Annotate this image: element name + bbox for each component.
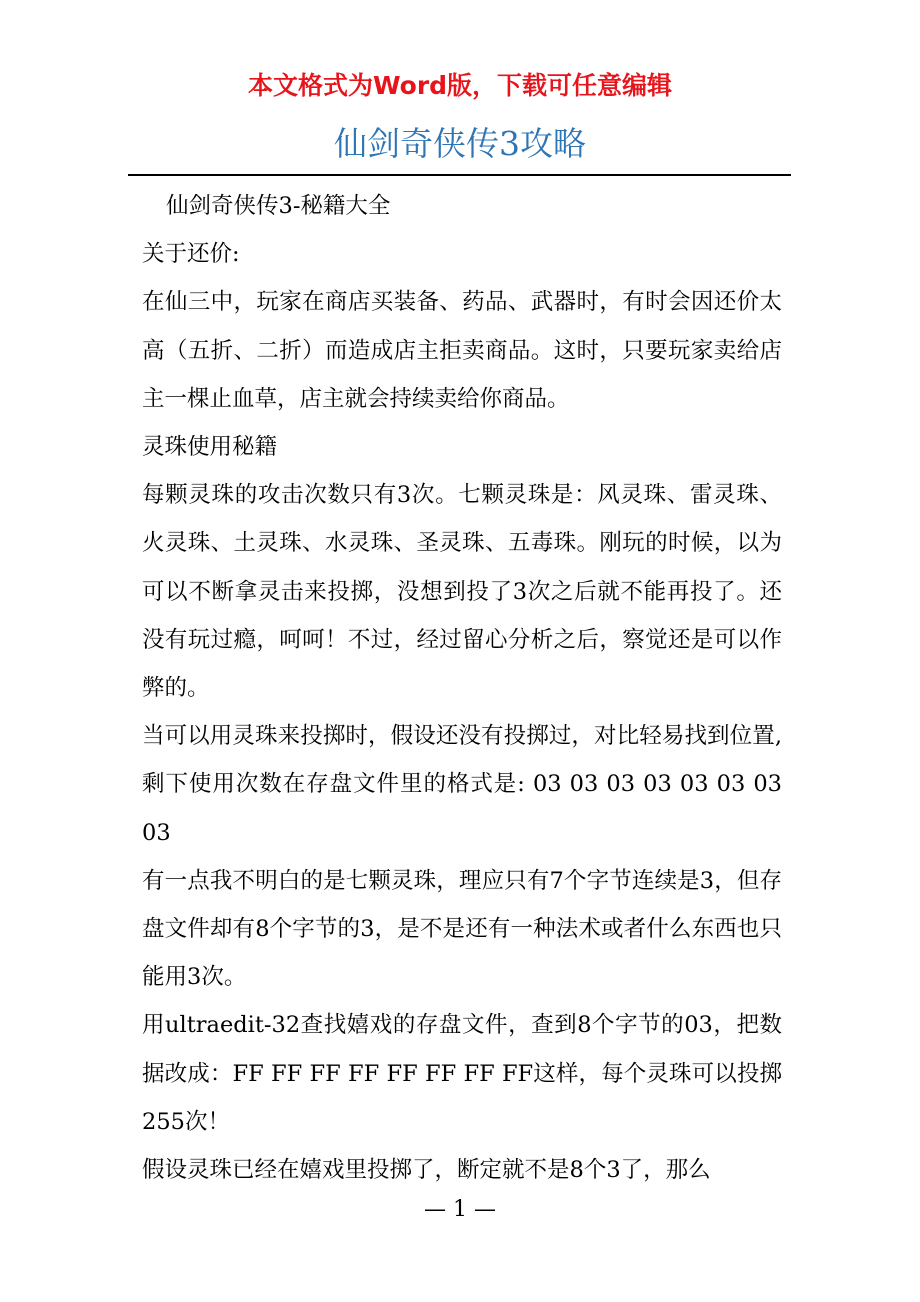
paragraph: 假设灵珠已经在嬉戏里投掷了，断定就不是8个3了，那么 [142, 1157, 711, 1184]
page-number: — 1 — [424, 1197, 496, 1222]
paragraph: 在仙三中，玩家在商店买装备、药品、武器时，有时会因还价太高（五折、二折）而造成店主拒卖商品。这时，只要玩家卖给店主一棵止血草，店主就会持续卖给你商品。 [142, 289, 782, 412]
paragraph: 当可以用灵珠来投掷时，假设还没有投掷过，对比轻易找到位置,剩下使用次数在存盘文件里的格式是: 03 03 03 03 03 03 03 03 [142, 723, 782, 846]
document-body [142, 182, 782, 1194]
download-banner: 本文格式为Word版，下载可任意编辑 [247, 71, 673, 100]
paragraph-heading: 灵珠使用秘籍 [142, 434, 278, 461]
title-divider [128, 174, 791, 176]
document-title: 仙剑奇侠传3攻略 [334, 124, 586, 163]
paragraph: 有一点我不明白的是七颗灵珠，理应只有7个字节连续是3，但存盘文件却有8个字节的3，是不是还有一种法术或者什么东西也只能用3次。 [142, 867, 782, 991]
paragraph: 每颗灵珠的攻击次数只有3次。七颗灵珠是：风灵珠、雷灵珠、火灵珠、土灵珠、水灵珠、圣灵珠、五毒珠。刚玩的时候，以为可以不断拿灵击来投掷，没想到投了3次之后就不能再投了。还没有玩过瘾，呵呵！不过，经过留心分析之后，察觉还是可以作弊的。 [142, 482, 782, 702]
paragraph: 用ultraedit-32查找嬉戏的存盘文件，查到8个字节的03，把数据改成：FF FF FF FF FF FF FF FF这样，每个灵珠可以投掷255次！ [142, 1012, 782, 1135]
section-heading: 仙剑奇侠传3-秘籍大全 [166, 193, 391, 219]
paragraph-heading: 关于还价: [142, 241, 240, 268]
